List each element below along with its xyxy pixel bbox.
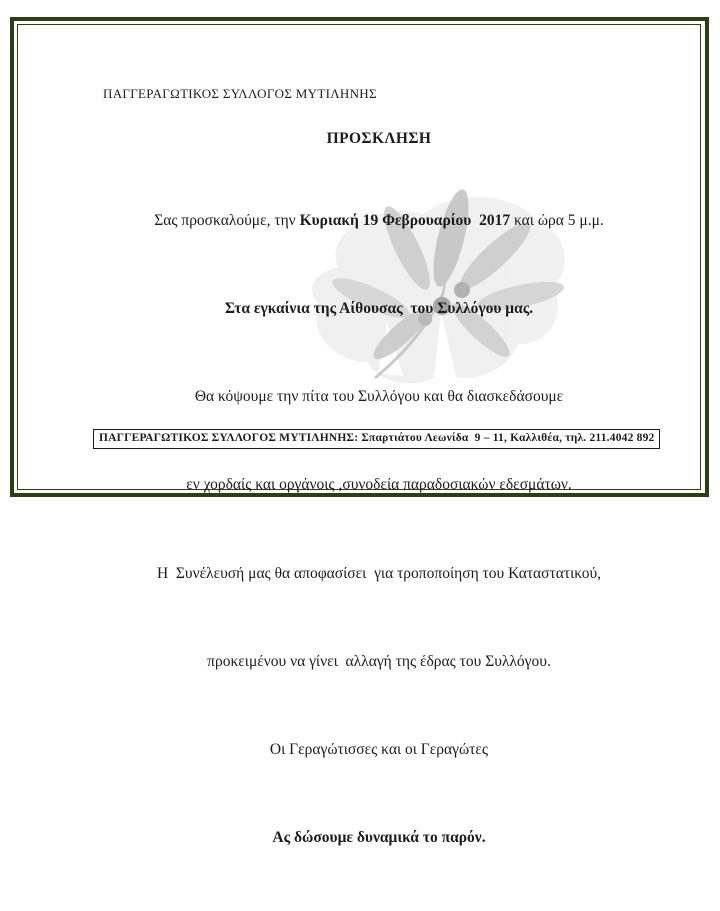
pita-cutting-line: Θα κόψουμε την πίτα του Συλλόγου και θα διασκεδάσουμε	[194, 388, 564, 406]
venue-line: Στα εγκαίνια της Αίθουσας του Συλλόγου μας.	[224, 300, 534, 318]
invite-date-prefix: Σας προσκαλούμε, την	[154, 211, 300, 229]
assembly-decision-line: Η Συνέλευσή μας θα αποφασίσει για τροποποίηση του Καταστατικού,	[156, 564, 602, 582]
footer-address-text: ΠΑΓΓΕΡΑΓΩΤΙΚΟΣ ΣΥΛΛΟΓΟΣ ΜΥΤΙΛΗΝΗΣ: Σπαρτιάτου Λεωνίδα 9 – 11, Καλλιθέα, τηλ. 211.4042 892	[99, 432, 655, 444]
invite-date-line	[80, 206, 678, 235]
invite-date-suffix: και ώρα 5 μ.μ.	[510, 211, 604, 229]
music-food-line: εν χορδαίς και οργάνοις ,συνοδεία παραδοσιακών εδεσμάτων.	[186, 476, 572, 494]
relocation-line: προκειμένου να γίνει αλλαγή της έδρας του Συλλόγου.	[207, 652, 551, 670]
invitation-body	[80, 147, 678, 911]
footer-address-box	[93, 429, 660, 449]
invite-date-bold: Κυριακή 19 Φεβρουαρίου 2017	[299, 211, 511, 229]
organization-header: ΠΑΓΓΕΡΑΓΩΤΙΚΟΣ ΣΥΛΛΟΓΟΣ ΜΥΤΙΛΗΝΗΣ	[103, 86, 377, 101]
signatories-line: Οι Γεραγώτισσες και οι Γεραγώτες	[269, 741, 489, 759]
invitation-title: ΠΡΟΣΚΛΗΣΗ	[326, 130, 432, 147]
closing-call-line: Ας δώσουμε δυναμικά το παρόν.	[272, 829, 486, 847]
